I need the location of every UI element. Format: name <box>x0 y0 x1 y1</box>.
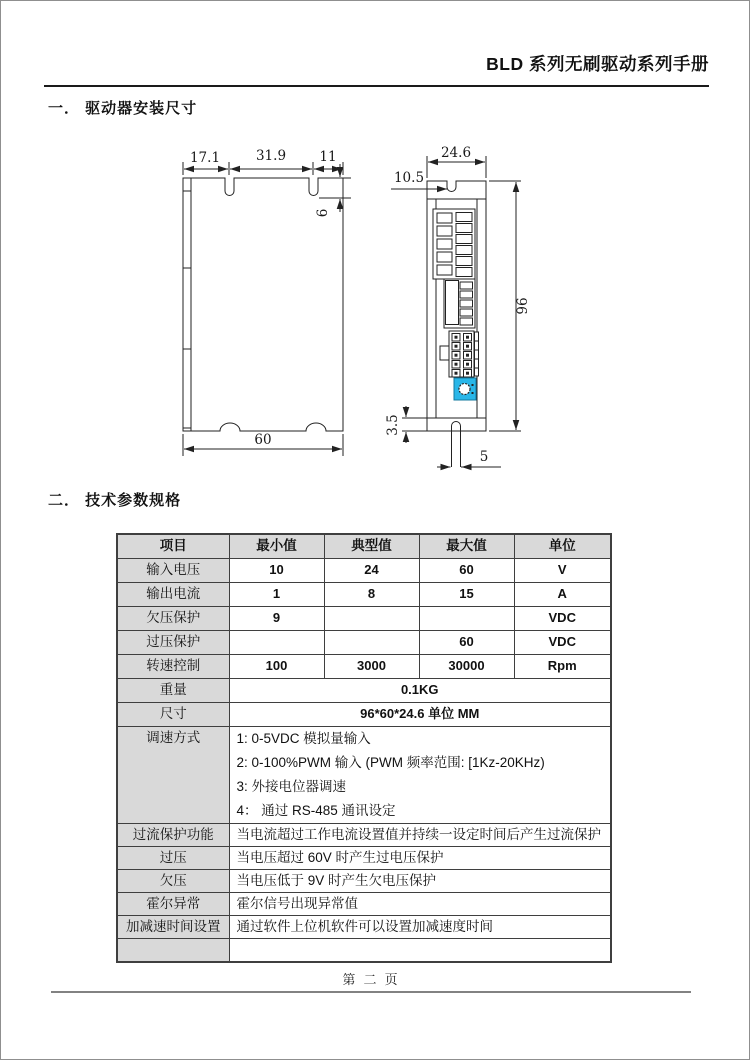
row-description: 当电压超过 60V 时产生过电压保护 <box>229 847 611 870</box>
row-unit: A <box>514 583 611 607</box>
front-view <box>183 148 351 456</box>
spec-table <box>116 533 612 963</box>
row-item-label: 过压保护 <box>117 631 229 655</box>
dim-side-width: 24.6 <box>440 145 472 161</box>
dim-front-right: 11 <box>319 149 337 165</box>
row-max: 60 <box>419 631 514 655</box>
row-description: 霍尔信号出现异常值 <box>229 893 611 916</box>
table-row-speed-mode <box>117 727 611 824</box>
row-unit: V <box>514 559 611 583</box>
table-header-row <box>117 534 611 559</box>
row-merged-value: 0.1KG <box>229 679 611 703</box>
speed-mode-line: 4： 通过 RS-485 通讯设定 <box>236 803 396 818</box>
table-row <box>117 583 611 607</box>
row-unit: VDC <box>514 631 611 655</box>
row-min: 10 <box>229 559 324 583</box>
row-unit: Rpm <box>514 655 611 679</box>
row-max: 15 <box>419 583 514 607</box>
row-item-label: 欠压 <box>117 870 229 893</box>
row-max: 60 <box>419 559 514 583</box>
row-typ <box>324 607 419 631</box>
col-header-min: 最小值 <box>229 534 324 559</box>
table-row <box>117 870 611 893</box>
dim-side-height: 96 <box>515 297 531 315</box>
speed-mode-cell <box>229 727 611 824</box>
row-item-label: 欠压保护 <box>117 607 229 631</box>
dim-front-middle: 31.9 <box>255 148 287 164</box>
row-item-label: 霍尔异常 <box>117 893 229 916</box>
table-row-empty <box>117 939 611 963</box>
signal-terminal-block <box>444 279 475 328</box>
row-item-label: 调速方式 <box>117 727 229 824</box>
row-merged-value: 96*60*24.6 单位 MM <box>229 703 611 727</box>
table-row <box>117 679 611 703</box>
table-row <box>117 893 611 916</box>
row-min <box>229 631 324 655</box>
dim-front-slot-depth: 6 <box>315 208 331 218</box>
row-item-label: 输入电压 <box>117 559 229 583</box>
row-item-label: 过压 <box>117 847 229 870</box>
row-item-label: 输出电流 <box>117 583 229 607</box>
power-terminal-block <box>433 209 475 279</box>
dim-side-foot: 3.5 <box>385 414 401 436</box>
potentiometer <box>454 378 476 400</box>
col-header-typ: 典型值 <box>324 534 419 559</box>
dim-front-left: 17.1 <box>189 150 221 166</box>
page-title: BLD 系列无刷驱动系列手册 <box>486 54 709 74</box>
col-header-unit: 单位 <box>514 534 611 559</box>
row-min: 100 <box>229 655 324 679</box>
row-typ: 24 <box>324 559 419 583</box>
row-min: 9 <box>229 607 324 631</box>
page-footer <box>51 969 691 993</box>
row-description: 通过软件上位机软件可以设置加减速度时间 <box>229 916 611 939</box>
row-typ: 8 <box>324 583 419 607</box>
col-header-max: 最大值 <box>419 534 514 559</box>
dim-front-width: 60 <box>254 432 272 448</box>
installation-dimension-drawing <box>1 131 750 483</box>
row-item-label: 过流保护功能 <box>117 824 229 847</box>
row-item-label: 重量 <box>117 679 229 703</box>
row-max: 30000 <box>419 655 514 679</box>
row-min: 1 <box>229 583 324 607</box>
table-row <box>117 916 611 939</box>
speed-mode-line: 1: 0-5VDC 模拟量输入 <box>236 731 371 746</box>
dim-side-slot-width: 5 <box>479 449 489 465</box>
section-tech-specs: 二． 技术参数规格 <box>48 492 182 509</box>
table-row <box>117 703 611 727</box>
row-item-label: 转速控制 <box>117 655 229 679</box>
dim-side-notch-offset: 10.5 <box>393 170 425 186</box>
table-row <box>117 847 611 870</box>
header-rule <box>44 85 709 87</box>
speed-mode-line: 3: 外接电位器调速 <box>236 779 347 794</box>
row-item-label: 尺寸 <box>117 703 229 727</box>
table-row <box>117 655 611 679</box>
row-max <box>419 607 514 631</box>
row-typ: 3000 <box>324 655 419 679</box>
side-view <box>385 145 531 467</box>
col-header-item: 项目 <box>117 534 229 559</box>
speed-mode-line: 2: 0-100%PWM 输入 (PWM 频率范围: [1Kz-20KHz) <box>236 755 545 770</box>
table-row <box>117 559 611 583</box>
table-row <box>117 631 611 655</box>
row-description <box>229 939 611 963</box>
table-row <box>117 824 611 847</box>
row-item-label: 加减速时间设置 <box>117 916 229 939</box>
row-description: 当电流超过工作电流设置值并持续一设定时间后产生过流保护 <box>229 824 611 847</box>
row-item-label <box>117 939 229 963</box>
row-typ <box>324 631 419 655</box>
section-install-dimensions: 一． 驱动器安装尺寸 <box>48 100 198 117</box>
page-number: 第 二 页 <box>342 973 400 988</box>
row-unit: VDC <box>514 607 611 631</box>
table-row <box>117 607 611 631</box>
row-description: 当电压低于 9V 时产生欠电压保护 <box>229 870 611 893</box>
